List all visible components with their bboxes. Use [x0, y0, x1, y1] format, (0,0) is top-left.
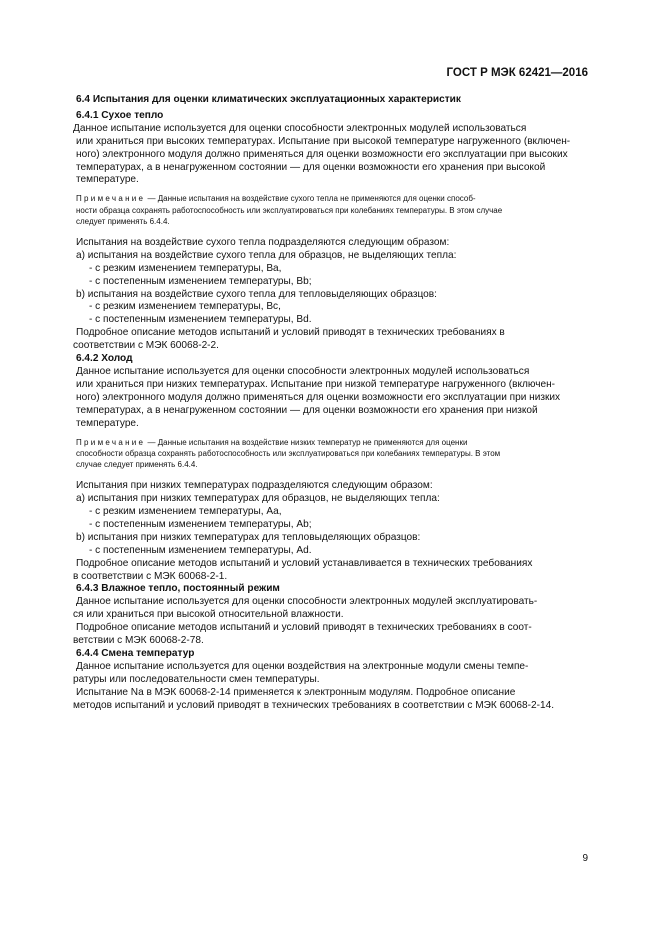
text-line: температурах, а в ненагруженном состоянии — для оценки возможности его хранения при низкой	[76, 404, 538, 416]
list-subitem: - с постепенным изменением температуры, Аb;	[89, 518, 312, 530]
text-line: Испытание Na в МЭК 60068-2-14 применяется к электронным модулям. Подробное описание	[76, 686, 516, 698]
list-intro: Испытания при низких температурах подразделяются следующим образом:	[76, 480, 433, 492]
text-line: или храниться при высоких температурах. Испытание при высокой температуре нагруженного (включен-	[76, 135, 571, 147]
text-line: Данное испытание используется для оценки способности электронных модулей использоваться	[73, 122, 527, 134]
document-body	[73, 94, 587, 712]
text-line: ветствии с МЭК 60068-2-78.	[73, 635, 204, 647]
list-item-b: b) испытания на воздействие сухого тепла для тепловыделяющих образцов:	[76, 288, 437, 300]
dry-heat-note	[73, 193, 587, 227]
list-subitem: - с постепенным изменением температуры, Вb;	[89, 275, 312, 287]
list-subitem: - с резким изменением температуры, Ва,	[89, 262, 282, 274]
text-line: температурах, а в ненагруженном состоянии — для оценки возможности его хранения при высокой	[76, 161, 546, 173]
text-line: температуре.	[76, 417, 139, 429]
list-intro: Испытания на воздействие сухого тепла подразделяются следующим образом:	[76, 236, 450, 248]
list-subitem: - с резким изменением температуры, Вс,	[89, 301, 281, 313]
list-item-a: а) испытания на воздействие сухого тепла для образцов, не выделяющих тепла:	[76, 249, 457, 261]
list-item-b: b) испытания при низких температурах для тепловыделяющих образцов:	[76, 531, 421, 543]
list-subitem: - с резким изменением температуры, Аа,	[89, 505, 282, 517]
note-line	[73, 193, 587, 204]
text-line: ного) электронного модуля должно применяться для оценки возможности его эксплуатации при высоких	[76, 148, 568, 160]
page-number: 9	[582, 853, 588, 864]
subsection-title-cold: 6.4.2 Холод	[76, 353, 133, 365]
list-item-a: а) испытания при низких температурах для образцов, не выделяющих тепла:	[76, 493, 440, 505]
text-line: ся или храниться при высокой относительной влажности.	[73, 609, 344, 621]
subsection-title-dry-heat: 6.4.1 Сухое тепло	[76, 109, 164, 121]
note-label: Примечание	[76, 437, 146, 447]
document-header: ГОСТ Р МЭК 62421—2016	[446, 67, 588, 79]
text-line: или храниться при низких температурах. Испытание при низкой температуре нагруженного (включен-	[76, 378, 556, 390]
note-text: — Данные испытания на воздействие сухого тепла не применяются для оценки способ-	[145, 194, 476, 204]
note-line: способности образца сохранять работоспособность или эксплуатироваться при колебаниях температуры. В этом	[76, 448, 501, 458]
section-title: 6.4 Испытания для оценки климатических эксплуатационных характеристик	[76, 94, 461, 105]
note-label: Примечание	[76, 194, 146, 204]
note-line: следует применять 6.4.4.	[76, 216, 170, 226]
note-line	[73, 437, 587, 448]
list-subitem: - с постепенным изменением температуры, Аd.	[89, 544, 312, 556]
text-line: Данное испытание используется для оценки воздействия на электронные модули смены темпе-	[76, 660, 529, 672]
cold-paragraph	[73, 366, 587, 431]
text-line: ного) электронного модуля должно применяться для оценки возможности его эксплуатации при низких	[76, 391, 561, 403]
subsection-title-damp-heat: 6.4.3 Влажное тепло, постоянный режим	[76, 583, 280, 595]
subsection-title-temperature-change: 6.4.4 Смена температур	[76, 647, 195, 659]
text-line: Подробное описание методов испытаний и условий приводят в технических требованиях в соот-	[76, 622, 532, 634]
dry-heat-paragraph	[73, 123, 587, 188]
cold-note	[73, 437, 587, 471]
list-subitem: - с постепенным изменением температуры, Вd.	[89, 314, 312, 326]
text-line: Данное испытание используется для оценки способности электронных модулей эксплуатировать-	[76, 596, 538, 608]
reference-line: Подробное описание методов испытаний и условий приводят в технических требованиях в	[76, 327, 505, 339]
reference-line: Подробное описание методов испытаний и условий устанавливается в технических требованиях	[76, 557, 533, 569]
note-line: ности образца сохранять работоспособность или эксплуатироваться при колебаниях температуры. В этом случае	[76, 205, 503, 215]
text-line: ратуры или последовательности смен температуры.	[73, 673, 320, 685]
note-line: случае следует применять 6.4.4.	[76, 459, 198, 469]
text-line: Данное испытание используется для оценки способности электронных модулей использоваться	[76, 366, 530, 378]
reference-line: соответствии с МЭК 60068-2-2.	[73, 340, 219, 352]
text-line: методов испытаний и условий приводят в технических требованиях в соответствии с МЭК 60068-2-14.	[73, 699, 555, 711]
reference-line: в соответствии с МЭК 60068-2-1.	[73, 570, 228, 582]
text-line: температуре.	[76, 174, 139, 186]
note-text: — Данные испытания на воздействие низких температур не применяются для оценки	[145, 437, 468, 447]
